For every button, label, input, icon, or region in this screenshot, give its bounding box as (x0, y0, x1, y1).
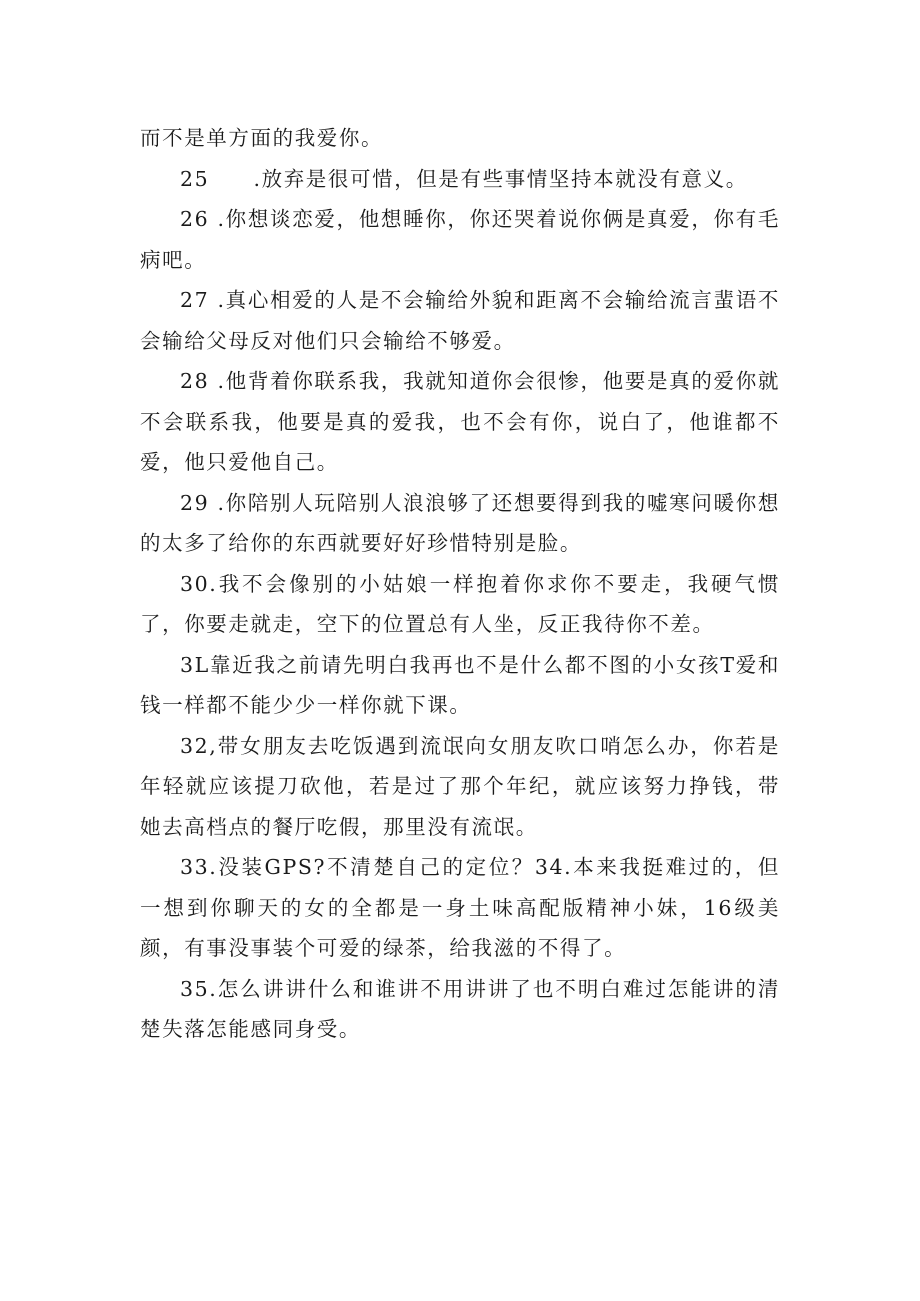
paragraph-35: 35.怎么讲讲什么和谁讲不用讲讲了也不明白难过怎能讲的清楚失落怎能感同身受。 (140, 976, 780, 1041)
paragraph-31: 3L靠近我之前请先明白我再也不是什么都不图的小女孩T爱和钱一样都不能少少一样你就下课。 (140, 652, 780, 717)
document-body (140, 118, 780, 1050)
paragraph-33-34: 33.没装GPS?不清楚自己的定位？34.本来我挺难过的，但一想到你聊天的女的全都是一身土味高配版精神小妹，16级美颜，有事没事装个可爱的绿茶，给我滋的不得了。 (140, 855, 780, 960)
paragraph-26: 26 .你想谈恋爱，他想睡你，你还哭着说你俩是真爱，你有毛病吧。 (140, 207, 780, 272)
paragraph-29: 29 .你陪别人玩陪别人浪浪够了还想要得到我的嘘寒问暖你想的太多了给你的东西就要好好珍惜特别是脸。 (140, 490, 780, 555)
paragraph-32: 32,带女朋友去吃饭遇到流氓向女朋友吹口哨怎么办，你若是年轻就应该提刀砍他，若是过了那个年纪，就应该努力挣钱，带她去高档点的餐厅吃假，那里没有流氓。 (140, 733, 780, 839)
paragraph-28: 28 .他背着你联系我，我就知道你会很惨，他要是真的爱你就不会联系我，他要是真的爱我，也不会有你，说白了，他谁都不爱，他只爱他自己。 (140, 369, 780, 474)
paragraph-27: 27 .真心相爱的人是不会输给外貌和距离不会输给流言蜚语不会输给父母反对他们只会输给不够爱。 (140, 288, 780, 353)
paragraph-25: 25 .放弃是很可惜，但是有些事情坚持本就没有意义。 (180, 166, 748, 191)
paragraph-30: 30.我不会像别的小姑娘一样抱着你求你不要走，我硬气惯了，你要走就走，空下的位置总有人坐，反正我待你不差。 (140, 571, 780, 636)
paragraph-continuation: 而不是单方面的我爱你。 (140, 126, 384, 150)
